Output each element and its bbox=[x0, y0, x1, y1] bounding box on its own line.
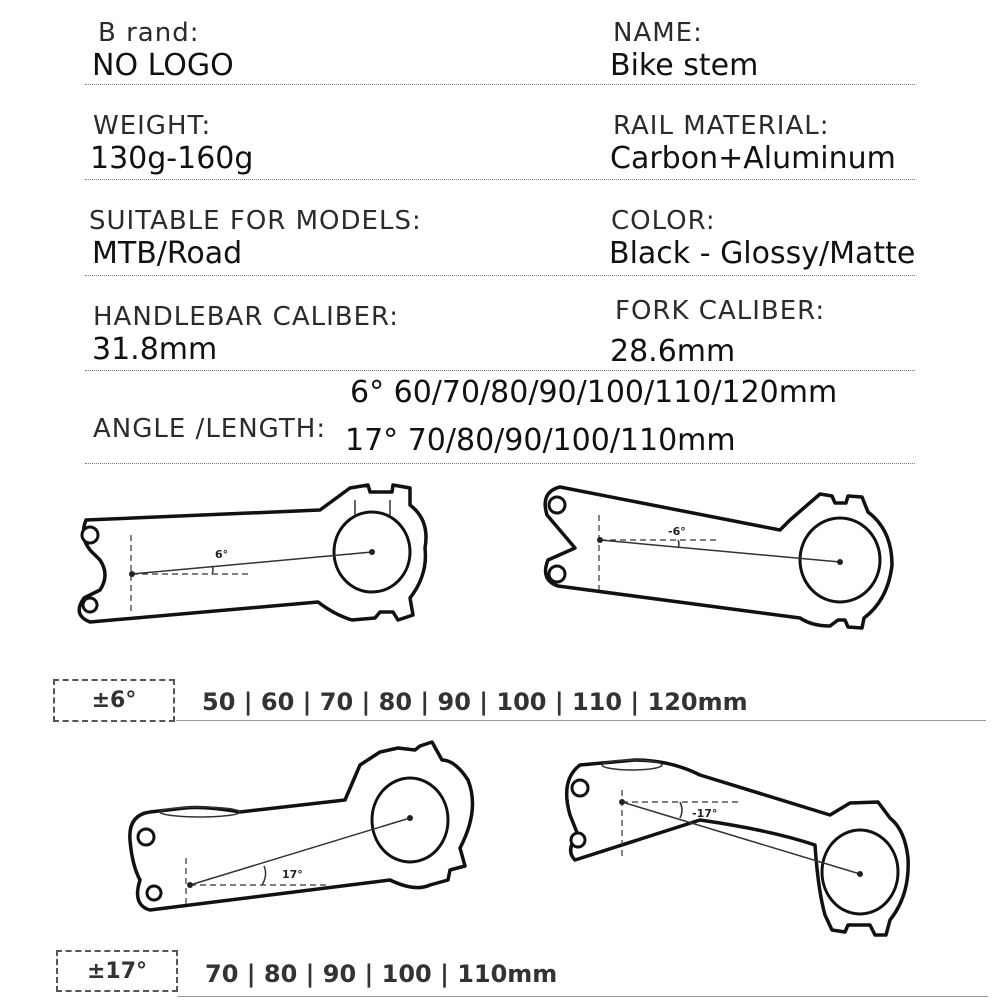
stem-17-down-angle: -17° bbox=[692, 807, 718, 820]
name-label: NAME: bbox=[613, 18, 703, 48]
length-options-17: 70 | 80 | 90 | 100 | 110mm bbox=[205, 960, 558, 988]
angle-length-17: 17° 70/80/90/100/110mm bbox=[345, 423, 736, 458]
angle-length-label: ANGLE /LENGTH: bbox=[93, 414, 327, 444]
angle-option-6-label: ±6° bbox=[91, 688, 137, 713]
fork-caliber-value: 28.6mm bbox=[610, 334, 736, 369]
stem-17-down-bolt-bottom bbox=[571, 833, 585, 847]
stem-17-down-bolt-top bbox=[572, 780, 588, 796]
suitable-models-label: SUITABLE FOR MODELS: bbox=[89, 206, 422, 236]
suitable-models-value: MTB/Road bbox=[92, 236, 243, 271]
color-label: COLOR: bbox=[611, 206, 716, 236]
handlebar-caliber-label: HANDLEBAR CALIBER: bbox=[93, 302, 400, 332]
handlebar-caliber-value: 31.8mm bbox=[92, 332, 218, 367]
stem-17-up-angle: 17° bbox=[282, 868, 303, 881]
stem-6-down-angle: -6° bbox=[668, 525, 686, 538]
weight-label: WEIGHT: bbox=[93, 111, 212, 141]
angle-option-17 bbox=[56, 950, 178, 992]
brand-value: NO LOGO bbox=[92, 48, 234, 83]
rail-material-label: RAIL MATERIAL: bbox=[613, 111, 830, 141]
stem-6-up-angle: 6° bbox=[215, 548, 229, 561]
angle-option-17-label: ±17° bbox=[86, 958, 148, 984]
angle-length-6: 6° 60/70/80/90/100/110/120mm bbox=[350, 375, 838, 410]
rail-material-value: Carbon+Aluminum bbox=[610, 141, 896, 176]
fork-caliber-label: FORK CALIBER: bbox=[615, 296, 826, 326]
color-value: Black - Glossy/Matte bbox=[609, 236, 916, 271]
brand-label: B rand: bbox=[98, 18, 200, 48]
length-options-6: 50 | 60 | 70 | 80 | 90 | 100 | 110 | 120mm bbox=[202, 688, 748, 716]
divider-17 bbox=[178, 996, 988, 997]
name-value: Bike stem bbox=[610, 48, 759, 83]
weight-value: 130g-160g bbox=[90, 141, 254, 176]
